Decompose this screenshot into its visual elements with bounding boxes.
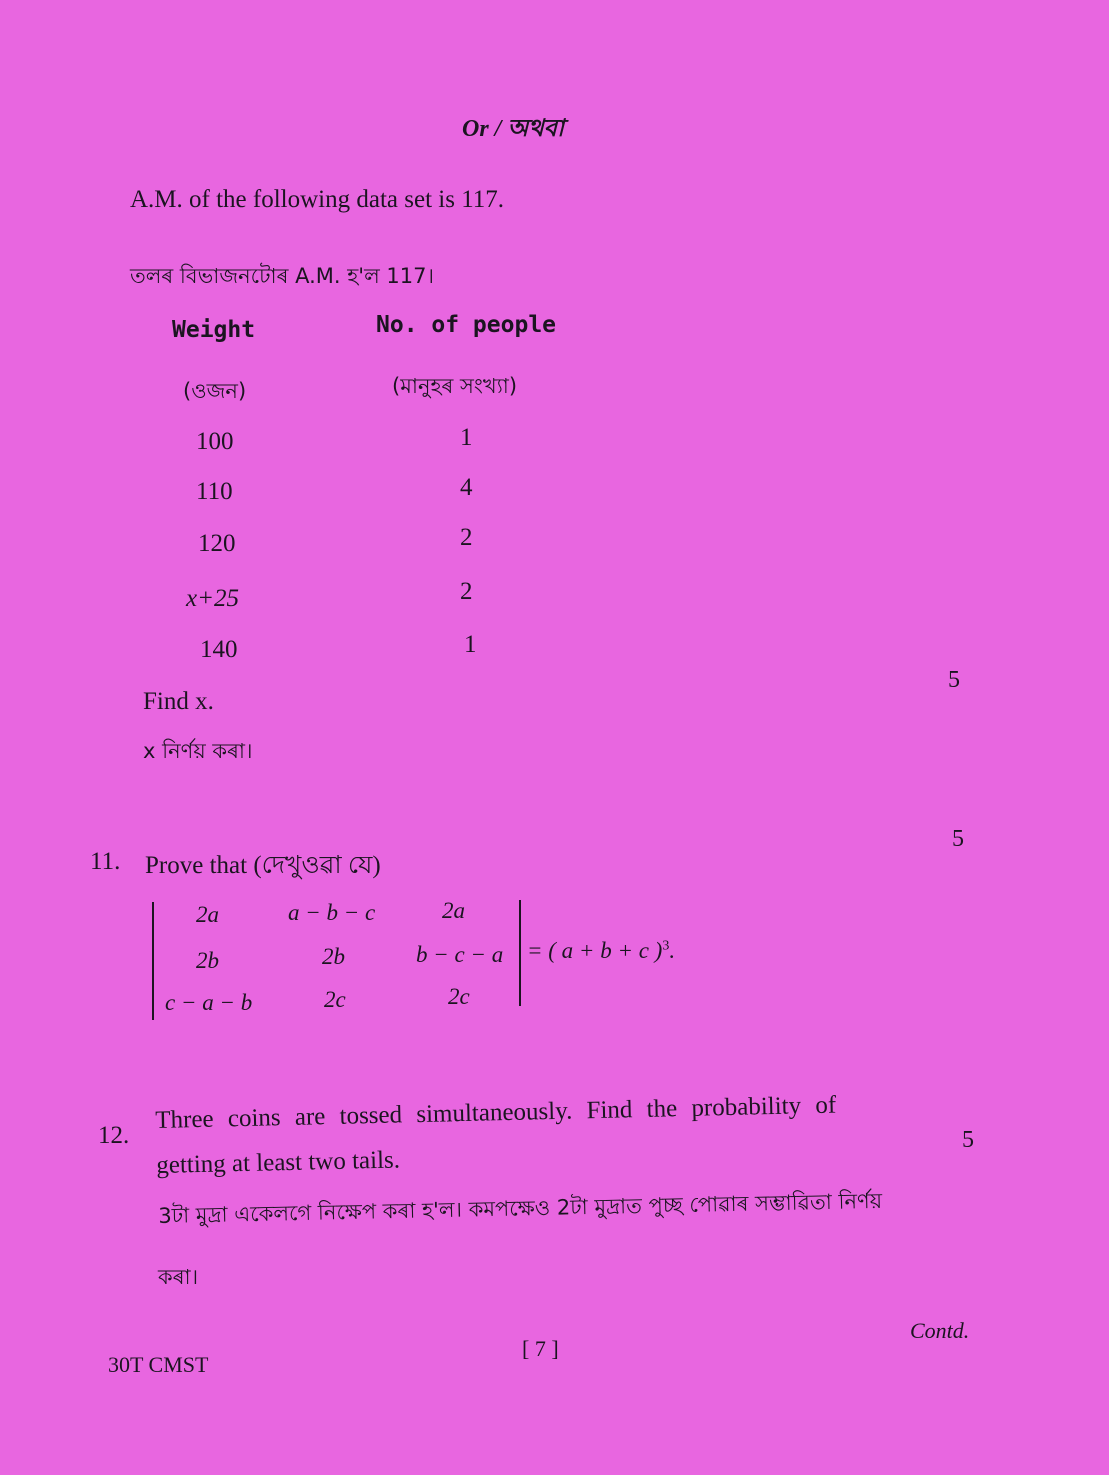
table-header-weight: Weight — [172, 317, 256, 343]
table-header-people-bn: (মানুহৰ সংখ্যা) — [392, 374, 518, 398]
matrix-cell: 2b — [196, 948, 219, 973]
table-cell-weight: 140 — [200, 636, 238, 663]
matrix-cell: a − b − c — [288, 900, 376, 925]
table-cell-people: 2 — [460, 524, 473, 551]
table-cell-weight: 100 — [196, 428, 234, 455]
matrix-cell: 2b — [322, 944, 345, 969]
marks-q12: 5 — [962, 1127, 974, 1153]
page-number: [ 7 ] — [522, 1336, 559, 1361]
q12-line2-bn: কৰা। — [158, 1265, 199, 1289]
am-statement-en: A.M. of the following data set is 117. — [130, 186, 505, 213]
find-x-bn: x নিৰ্ণয় কৰা। — [143, 739, 253, 763]
matrix-cell: 2a — [196, 902, 219, 927]
matrix-cell: 2c — [448, 984, 470, 1009]
find-x-en: Find x. — [143, 688, 214, 715]
or-heading: Or / অথবা — [462, 116, 564, 142]
am-statement-bn: তলৰ বিভাজনটোৰ A.M. হ'ল 117। — [130, 264, 434, 288]
determinant-right-bar — [519, 900, 521, 1006]
matrix-cell: 2c — [324, 987, 346, 1012]
table-cell-weight: 110 — [196, 478, 233, 505]
q11-number: 11. — [90, 848, 121, 875]
determinant-left-bar — [152, 902, 154, 1020]
marks-q10: 5 — [948, 667, 960, 693]
paper-code: 30T CMST — [108, 1352, 209, 1377]
table-header-weight-bn: (ওজন) — [183, 379, 247, 403]
rhs-expression: = ( a + b + c ) — [527, 938, 663, 963]
table-cell-people: 4 — [460, 474, 473, 501]
table-cell-people: 2 — [460, 578, 473, 605]
table-cell-weight: 120 — [198, 530, 236, 557]
continued-label: Contd. — [910, 1318, 970, 1343]
q12-number: 12. — [98, 1122, 130, 1149]
table-header-people: No. of people — [376, 312, 557, 338]
determinant-rhs — [527, 938, 675, 964]
q12-line1-bn: 3টা মুদ্ৰা একেলগে নিক্ষেপ কৰা হ'ল। কমপক্ষেও 2টা মুদ্ৰাত পুচ্ছ পোৱাৰ সম্ভাৱিতা নিৰ্ণয় — [158, 1188, 883, 1228]
table-cell-people: 1 — [460, 424, 473, 451]
matrix-cell: 2a — [442, 898, 465, 923]
marks-q11: 5 — [952, 826, 964, 852]
rhs-exponent: 3 — [662, 938, 670, 954]
rhs-end: . — [669, 938, 676, 963]
q12-line1-en: Three coins are tossed simultaneously. Find the probability of — [155, 1091, 837, 1134]
matrix-cell: c − a − b — [165, 990, 253, 1015]
table-cell-people: 1 — [464, 631, 477, 658]
matrix-cell: b − c − a — [416, 942, 504, 967]
q11-prompt: Prove that (দেখুওৱা যে) — [145, 852, 381, 879]
table-cell-weight: x+25 — [186, 585, 239, 612]
q12-line2-en: getting at least two tails. — [156, 1146, 401, 1179]
